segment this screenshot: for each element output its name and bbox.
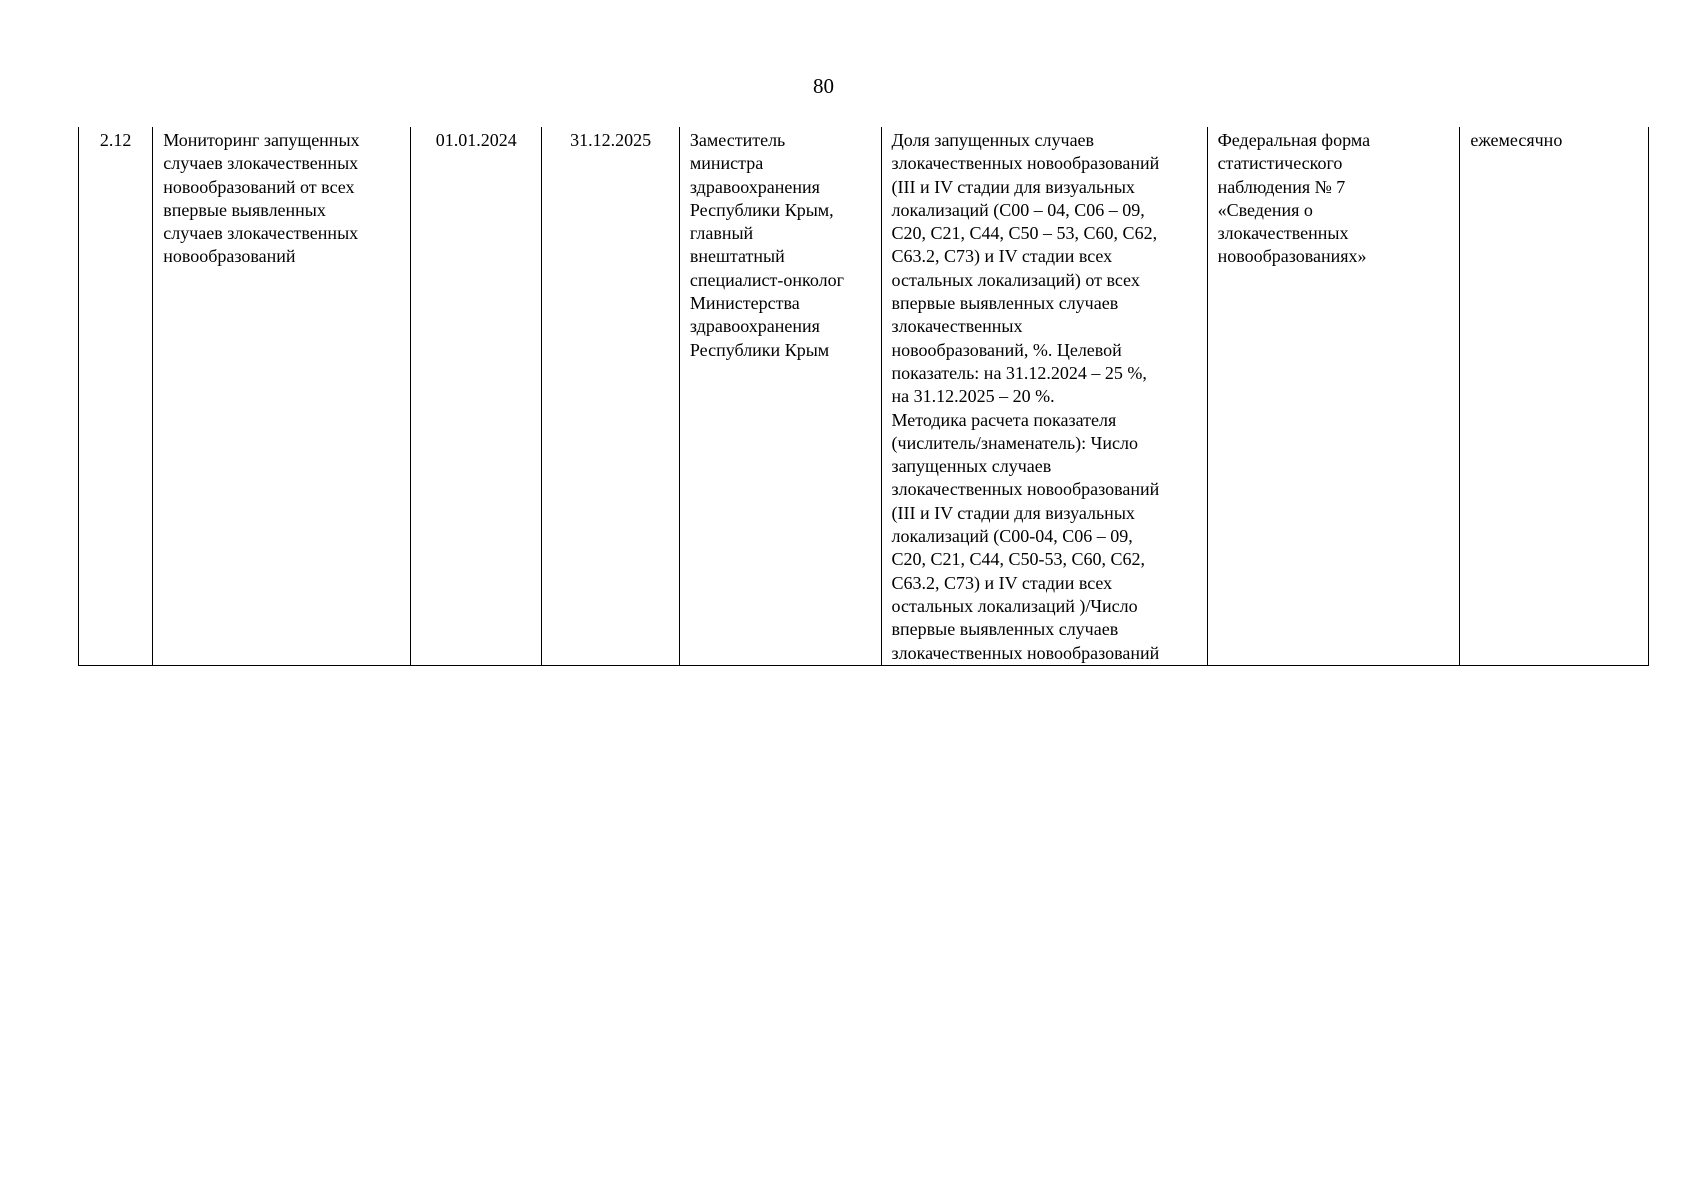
text-line: запущенных случаев — [891, 456, 1052, 477]
text-line: на 31.12.2025 – 20 %. — [891, 386, 1055, 407]
text-line: министра — [689, 153, 764, 174]
start-date-cell — [411, 127, 542, 665]
responsible-cell — [679, 127, 881, 665]
text-line: C63.2, C73) и IV стадии всех — [891, 572, 1113, 593]
text-line: впервые выявленных — [163, 199, 326, 220]
text-line: впервые выявленных случаев — [891, 293, 1119, 314]
text-line: «Сведения о — [1217, 199, 1313, 220]
row-number: 2.12 — [99, 130, 132, 150]
start-date: 01.01.2024 — [435, 130, 517, 150]
text-line: внештатный — [689, 246, 785, 267]
text-line: остальных локализаций) от всех — [891, 269, 1140, 290]
text-line: злокачественных новообразований — [891, 479, 1160, 500]
text-line: злокачественных новообразований — [891, 642, 1160, 663]
text-line: статистического — [1217, 153, 1343, 174]
text-line: (III и IV стадии для визуальных — [891, 176, 1135, 197]
text-line: впервые выявленных случаев — [891, 619, 1119, 640]
text-line: показатель: на 31.12.2024 – 25 %, — [891, 362, 1147, 383]
text-line: Заместитель — [689, 130, 786, 150]
text-line: C63.2, C73) и IV стадии всех — [891, 246, 1113, 267]
text-line: Методика расчета показателя — [891, 409, 1117, 430]
indicator-cell — [881, 127, 1207, 665]
text-line: случаев злокачественных — [163, 153, 359, 174]
text-line: C20, C21, C44, C50 – 53, C60, C62, — [891, 223, 1158, 244]
frequency: ежемесячно — [1470, 130, 1563, 150]
frequency-cell — [1460, 127, 1649, 665]
activity-table — [78, 127, 1649, 666]
text-line: Республики Крым, — [689, 199, 834, 220]
source-cell — [1207, 127, 1460, 665]
row-number-cell — [79, 127, 153, 665]
activity-text — [163, 129, 400, 269]
text-line: (III и IV стадии для визуальных — [891, 502, 1135, 523]
text-line: главный — [689, 223, 754, 244]
text-line: новообразованиях» — [1217, 246, 1367, 267]
text-line: здравоохранения — [689, 176, 820, 197]
end-date-cell — [542, 127, 679, 665]
text-line: Доля запущенных случаев — [891, 130, 1095, 150]
indicator-text — [892, 129, 1197, 665]
text-line: злокачественных новообразований — [891, 153, 1160, 174]
text-line: Министерства — [689, 293, 800, 314]
text-line: (числитель/знаменатель): Число — [891, 432, 1138, 453]
text-line: злокачественных — [891, 316, 1023, 337]
text-line: C20, C21, C44, C50-53, C60, C62, — [891, 549, 1146, 570]
text-line: новообразований — [163, 246, 296, 267]
text-line: новообразований, %. Целевой — [891, 339, 1122, 360]
text-line: Федеральная форма — [1217, 130, 1371, 150]
text-line: злокачественных — [1217, 223, 1349, 244]
page-number: 80 — [813, 74, 834, 98]
text-line: локализаций (C00-04, C06 – 09, — [891, 526, 1133, 547]
table-row — [79, 127, 1649, 665]
text-line: новообразований от всех — [163, 176, 355, 197]
text-line: остальных локализаций )/Число — [891, 595, 1138, 616]
text-line: локализаций (C00 – 04, C06 – 09, — [891, 199, 1145, 220]
activity-cell — [153, 127, 411, 665]
text-line: случаев злокачественных — [163, 223, 359, 244]
text-line: Республики Крым — [689, 339, 830, 360]
text-line: наблюдения № 7 — [1217, 176, 1346, 197]
text-line: Мониторинг запущенных — [163, 130, 360, 150]
end-date: 31.12.2025 — [570, 130, 652, 150]
source-text — [1218, 129, 1450, 269]
responsible-text — [690, 129, 871, 362]
text-line: здравоохранения — [689, 316, 820, 337]
text-line: специалист-онколог — [689, 269, 844, 290]
